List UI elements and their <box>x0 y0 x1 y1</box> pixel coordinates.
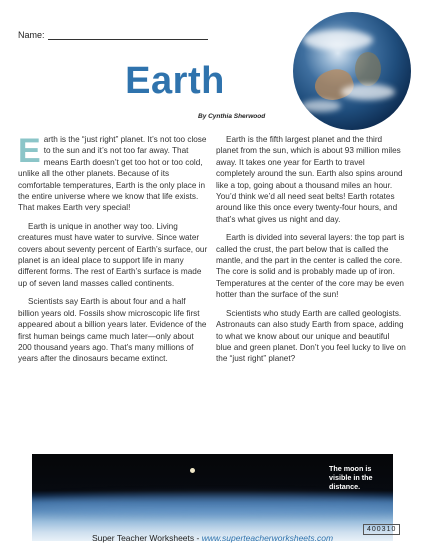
footer: Super Teacher Worksheets - www.superteacherworksheets.com <box>91 533 334 543</box>
right-column <box>216 134 406 372</box>
name-label: Name: <box>18 30 45 40</box>
paragraph: Earth is the fifth largest planet and the third planet from the sun, which is about 93 million miles away. It takes one year for Earth to travel completely around the sun. Earth also spins around like a top, going about a thousand miles an hour. You’d think we’d all need seat belts! Earth rotates around like this once every twenty-four hours, and that’s what gives us night and day. <box>216 135 403 224</box>
moon-dot <box>190 468 195 473</box>
paragraph: Earth is unique in another way too. Living creatures must have water to survive. Since water covers about seventy percent of Earth’s surface, our planet is an ideal place to support life in many different forms. The rest of Earth’s surface is made up of seven land masses called continents. <box>18 221 208 288</box>
author-byline: By Cynthia Sherwood <box>198 113 266 120</box>
drop-cap: E <box>18 132 41 170</box>
paragraph: Scientists who study Earth are called geologists. Astronauts can also study Earth from space, adding to what we know about our unique and beautiful blue and green planet. Don’t you feel lucky to live on the “just right” planet? <box>216 308 406 364</box>
name-blank-line[interactable] <box>48 31 208 40</box>
footer-brand: Super Teacher Worksheets <box>91 533 195 543</box>
photo-caption: The moon is visible in the distance. <box>329 464 373 491</box>
earth-from-space-photo <box>32 454 393 541</box>
name-field-row <box>18 30 208 40</box>
page-title: Earth <box>125 60 225 102</box>
paragraph: Earth is the “just right” planet. It’s not too close to the sun and it’s not too far away. That means Earth doesn’t get too hot or too cold, unlike all the other planets. Because of its comfortable temperatures, Earth is the only place in the entire universe where we know that life exists. That makes Earth very special! <box>18 132 207 213</box>
paragraph: Earth is divided into several layers: the top part is called the crust, the part below that is called the mantle, and the part in the center is called the core. The core is solid and is probably made up of iron. Temperatures at the center of the core may be even hotter than the surface of the sun! <box>216 233 405 300</box>
footer-url-link[interactable]: www.superteacherworksheets.com <box>201 533 334 543</box>
paragraph: Scientists say Earth is about four and a half billion years old. Fossils show microscopic life first appeared about a billion years later. Evidence of the first human beings came much later—only about 200 thousand years ago. That’s many millions of years after the dinosaurs became extinct. <box>18 297 207 364</box>
left-column <box>18 134 208 372</box>
worksheet-code: 400310 <box>363 524 400 535</box>
